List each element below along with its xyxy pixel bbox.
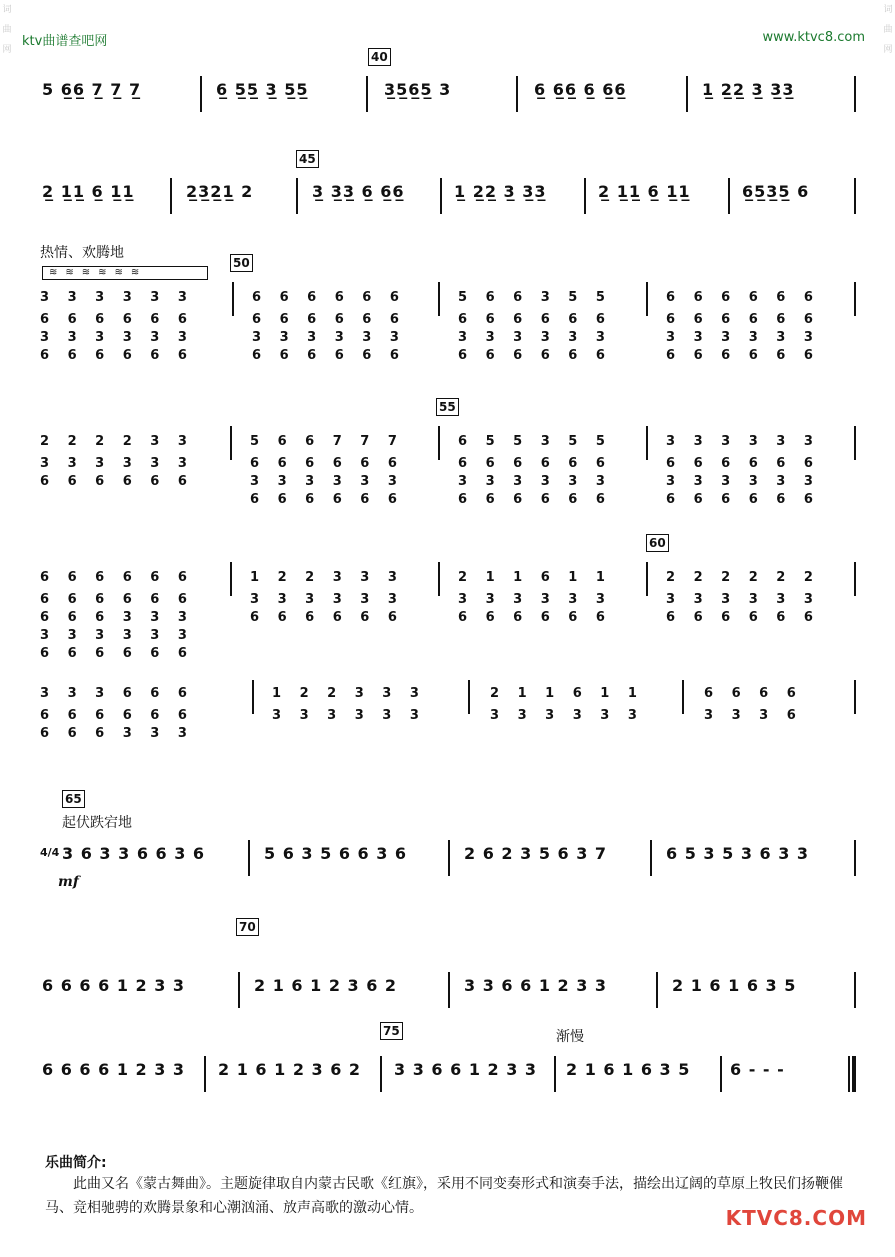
chord-row: 3 3 3 3 3 3 xyxy=(40,628,194,643)
measure: 6 5 3 5 3 6 3 3 xyxy=(666,844,810,863)
dynamic-mark: mf xyxy=(58,874,79,890)
chord-row: 6 6 6 6 6 6 xyxy=(40,708,194,723)
chord-row: 6 6 6 6 6 6 xyxy=(458,610,612,625)
measure: 6̲5̲3̲5̲ 6 xyxy=(742,182,810,201)
chord-row: 3 3 3 3 3 3 xyxy=(250,474,404,489)
chord-row: 3 3 3 3 3 3 xyxy=(458,330,612,345)
chord-row: 3 3 3 3 3 3 xyxy=(666,330,820,345)
chord-row: 6 6 6 6 6 6 xyxy=(40,592,194,607)
measure-number: 75 xyxy=(380,1022,403,1040)
chord-top-line: 2 2 2 2 2 2 xyxy=(666,570,820,585)
chord-row: 3 3 3 3 3 3 xyxy=(252,330,406,345)
chord-top-line: 1 2 2 3 3 3 xyxy=(272,686,426,701)
chord-top-line: 3 3 3 3 3 3 xyxy=(40,290,194,305)
expression-mark: 渐慢 xyxy=(556,1029,584,1045)
measure: 2̲ 1̲1̲ 6̲ 1̲1̲ xyxy=(598,182,691,201)
score-system-1 xyxy=(40,48,860,118)
measure: 2̲3̲2̲1̲ 2 xyxy=(186,182,254,201)
chord-row: 3 3 3 3 3 3 xyxy=(490,708,644,723)
measure-number: 70 xyxy=(236,918,259,936)
measure: 2 6 2 3 5 6 3 7 xyxy=(464,844,608,863)
chord-top-line: 3 3 3 6 6 6 xyxy=(40,686,194,701)
chord-system-3 xyxy=(40,532,860,662)
chord-system-2 xyxy=(40,394,860,524)
measure: 3 3 6 6 1 2 3 3 xyxy=(464,976,608,995)
chord-row: 6 6 6 6 6 6 xyxy=(40,348,194,363)
measure: 2 1 6 1 6 3 5 xyxy=(566,1060,691,1079)
tremolo-bracket: ≋≋≋≋≋≋ xyxy=(42,266,208,280)
chord-row: 3 3 3 3 3 3 xyxy=(666,592,820,607)
chord-row: 6 6 6 6 6 6 xyxy=(250,610,404,625)
measure-number: 65 xyxy=(62,790,85,808)
chord-top-line: 6 6 6 6 xyxy=(704,686,803,701)
expression-mark: 热情、欢腾地 xyxy=(40,245,124,261)
chord-row: 6 6 6 6 6 6 xyxy=(40,312,194,327)
measure: 6̲ 6̲6̲ 6̲ 6̲6̲ xyxy=(534,80,627,99)
chord-row: 3 3 3 3 3 3 xyxy=(458,592,612,607)
chord-row: 3 3 3 3 3 3 xyxy=(40,330,194,345)
brand-watermark: KTVC8.COM xyxy=(725,1206,867,1230)
chord-row: 6 6 6 6 6 6 xyxy=(458,348,612,363)
measure: 3 3 6 6 1 2 3 3 xyxy=(394,1060,538,1079)
measure: 6 6 6 6 1 2 3 3 xyxy=(42,1060,186,1079)
chord-top-line: 6 5 5 3 5 5 xyxy=(458,434,612,449)
measure: 2̲ 1̲1̲ 6̲ 1̲1̲ xyxy=(42,182,135,201)
site-name-header[interactable]: ktv曲谱查吧网 xyxy=(22,34,108,49)
measure: 5 6̲6̲ 7̲ 7̲ 7̲ xyxy=(42,80,142,99)
chord-row: 6 6 6 6 6 6 xyxy=(252,312,406,327)
intro-text: 此曲又名《蒙古舞曲》。主题旋律取自内蒙古民歌《红旗》，采用不同变奏形式和演奏手法，描绘出辽阔的草原上牧民们扬鞭催马、竞相驰骋的欢腾景象和心潮汹涌、放声高歌的激动心情。 xyxy=(45,1176,843,1216)
chord-system-1 xyxy=(40,242,860,382)
measure: 2 1 6 1 6 3 5 xyxy=(672,976,797,995)
melody-system-1 xyxy=(40,788,860,898)
chord-row: 6 6 6 6 6 6 xyxy=(40,474,194,489)
chord-row: 6 6 6 6 6 6 xyxy=(666,348,820,363)
chord-row: 3 3 3 3 3 3 xyxy=(250,592,404,607)
chord-top-line: 5 6 6 7 7 7 xyxy=(250,434,404,449)
chord-row: 6 6 6 6 6 6 xyxy=(666,492,820,507)
chord-top-line: 2 1 1 6 1 1 xyxy=(458,570,612,585)
chord-row: 6 6 6 6 6 6 xyxy=(666,456,820,471)
measure: 1̲ 2̲2̲ 3̲ 3̲3̲ xyxy=(454,182,547,201)
chord-row: 3 3 3 3 3 3 xyxy=(272,708,426,723)
measure-number: 40 xyxy=(368,48,391,66)
measure: 2 1 6 1 2 3 6 2 xyxy=(218,1060,362,1079)
chord-row: 6 6 6 6 6 6 xyxy=(458,492,612,507)
measure: 3̲5̲6̲5̲ 3 xyxy=(384,80,452,99)
chord-top-line: 2 1 1 6 1 1 xyxy=(490,686,644,701)
expression-mark: 起伏跌宕地 xyxy=(62,815,132,831)
chord-system-4 xyxy=(40,680,860,780)
measure: 3̲ 3̲3̲ 6̲ 6̲6̲ xyxy=(312,182,405,201)
chord-top-line: 2 2 2 2 3 3 xyxy=(40,434,194,449)
chord-row: 3 3 3 3 3 3 xyxy=(666,474,820,489)
melody-system-2 xyxy=(40,918,860,998)
chord-row: 6 6 6 6 6 6 xyxy=(250,492,404,507)
chord-row: 6 6 6 6 6 6 xyxy=(40,646,194,661)
site-url-header[interactable]: www.ktvc8.com xyxy=(762,30,865,45)
final-note: 6 - - - xyxy=(730,1060,785,1079)
chord-top-line: 6 6 6 6 6 6 xyxy=(666,290,820,305)
chord-row: 6 6 6 6 6 6 xyxy=(458,312,612,327)
chord-row: 6 6 6 6 6 6 xyxy=(666,312,820,327)
measure-number: 55 xyxy=(436,398,459,416)
chord-top-line: 6 6 6 6 6 6 xyxy=(252,290,406,305)
chord-top-line: 1 2 2 3 3 3 xyxy=(250,570,404,585)
measure-number: 45 xyxy=(296,150,319,168)
chord-row: 6 6 6 3 3 3 xyxy=(40,726,194,741)
side-watermark-left: 词曲网 xyxy=(2,5,12,55)
measure: 2 1 6 1 2 3 6 2 xyxy=(254,976,398,995)
chord-top-line: 3 3 3 3 3 3 xyxy=(666,434,820,449)
chord-row: 3 3 3 3 3 3 xyxy=(40,456,194,471)
intro-title: 乐曲简介: xyxy=(45,1155,107,1171)
chord-row: 6 6 6 6 6 6 xyxy=(250,456,404,471)
melody-system-3 xyxy=(40,1022,860,1142)
chord-row: 6 6 6 3 3 3 xyxy=(40,610,194,625)
measure: 6̲ 5̲5̲ 3̲ 5̲5̲ xyxy=(216,80,309,99)
measure: 6 6 6 6 1 2 3 3 xyxy=(42,976,186,995)
chord-row: 3 3 3 3 3 3 xyxy=(458,474,612,489)
measure: 3 6 3 3 6 6 3 6 xyxy=(62,844,206,863)
chord-row: 6 6 6 6 6 6 xyxy=(252,348,406,363)
chord-top-line: 6 6 6 6 6 6 xyxy=(40,570,194,585)
chord-row: 6 6 6 6 6 6 xyxy=(666,610,820,625)
chord-row: 6 6 6 6 6 6 xyxy=(458,456,612,471)
measure-number: 60 xyxy=(646,534,669,552)
side-watermark-right: 词曲网 xyxy=(883,5,893,55)
time-signature: 4/4 xyxy=(40,846,60,859)
chord-row: 3 3 3 6 xyxy=(704,708,803,723)
measure: 5 6 3 5 6 6 3 6 xyxy=(264,844,408,863)
measure: 1̲ 2̲2̲ 3̲ 3̲3̲ xyxy=(702,80,795,99)
chord-top-line: 5 6 6 3 5 5 xyxy=(458,290,612,305)
measure-number: 50 xyxy=(230,254,253,272)
score-system-2 xyxy=(40,150,860,220)
